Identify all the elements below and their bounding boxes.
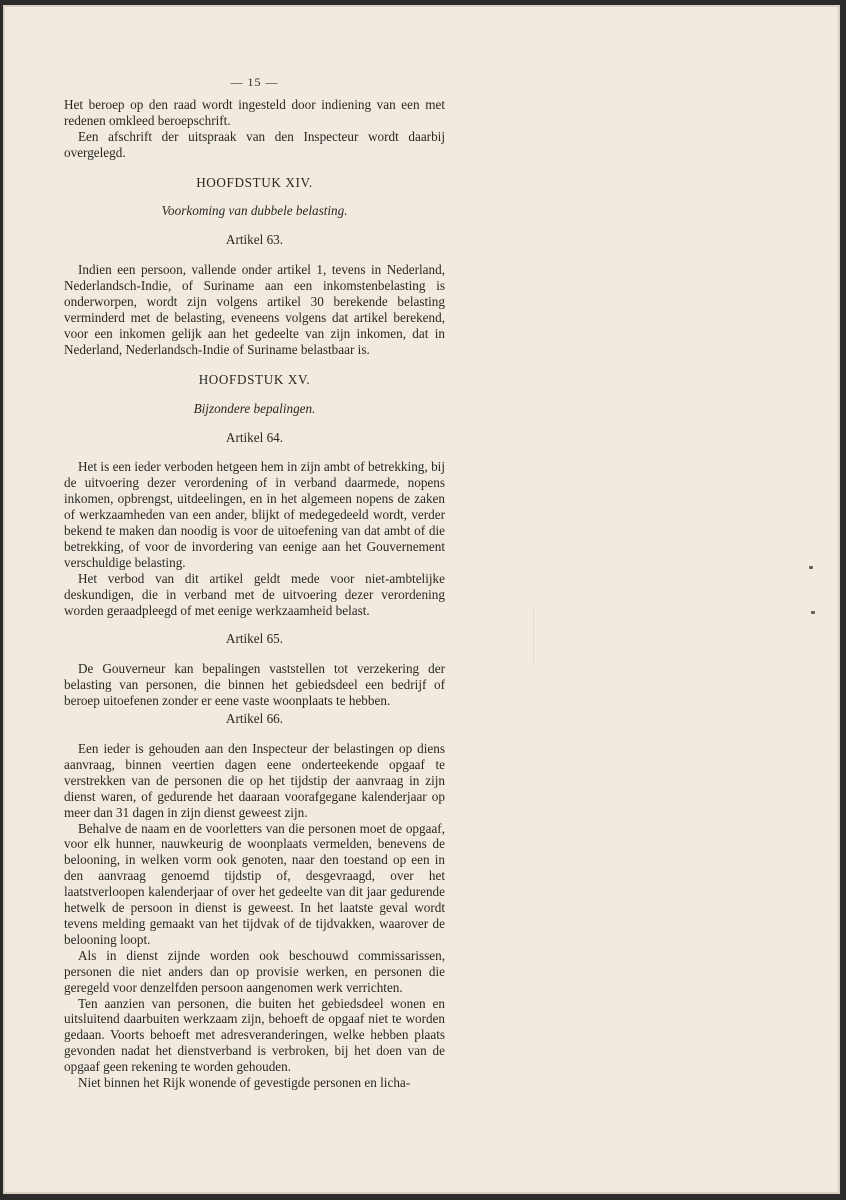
paragraph: Ten aanzien van personen, die buiten het gebiedsdeel wonen en uitsluitend daarbuiten werkzaam zijn, behoeft de opgaaf niet te worden gedaan. Voorts behoeft met adresveranderingen, welke hebben plaats gevonden nadat het dienstverband is verbroken, bij het doen van de opgaaf geen rekening te worden gehouden. xyxy=(64,995,445,1075)
paragraph: Het verbod van dit artikel geldt mede voor niet-ambtelijke deskundigen, die in verband met de uitvoering dezer verordening worden geraadpleegd of met eenige werkzaamheid belast. xyxy=(64,570,445,618)
page-number: — 15 — xyxy=(230,75,279,89)
paragraph: De Gouverneur kan bepalingen vaststellen tot verzekering der belasting van personen, die binnen het gebiedsdeel een bedrijf of beroep uitoefenen zonder er eene vaste woonplaats te hebben. xyxy=(64,661,445,709)
paragraph: Een afschrift der uitspraak van den Inspecteur wordt daarbij overgelegd. xyxy=(64,128,445,160)
page-crease xyxy=(533,605,534,665)
article-heading: Artikel 65. xyxy=(225,631,284,647)
paragraph: Indien een persoon, vallende onder artikel 1, tevens in Nederland, Nederlandsch-Indie, of Suriname aan een inkomstenbelasting is onderworpen, wordt zijn volgens artikel 30 berekende belasting verminderd met de belasting, eveneens volgens dat artikel berekend, voor een inkomen gelijk aan het gedeelte van zijn inkomen, dat in Nederland, Nederlandsch-Indie of Suriname belastbaar is. xyxy=(64,262,445,357)
paragraph: Het is een ieder verboden hetgeen hem in zijn ambt of betrekking, bij de uitvoering dezer verordening of in verband daarmede, nopens inkomen, opbrengst, uitdeelingen, en in het algemeen nopens de zaken of werkzaamheden van een ander, blijkt of medegedeeld wordt, verder bekend te maken dan noodig is voor de uitoefening van dat ambt of die betrekking, of voor de invordering van eenige aan het Gouvernement verschuldige belasting. xyxy=(64,459,445,570)
page-content xyxy=(64,75,445,1091)
scanned-page xyxy=(3,5,840,1194)
paragraph: Niet binnen het Rijk wonende of gevestigde personen en licha- xyxy=(78,1075,411,1091)
article-heading: Artikel 66. xyxy=(225,711,284,727)
paragraph: Behalve de naam en de voorletters van die personen moet de opgaaf, voor elk hunner, nauwkeurig de woonplaats vermelden, benevens de belooning, in welken vorm ook genoten, naar den toestand op een in den aanvraag genoemd tijdstip of, desgevraagd, over het laatstverloopen kalenderjaar of over het gedeelte van dit jaar gedurende hetwelk de persoon in dienst is geweest. In het laatste geval wordt tevens melding gemaakt van het tijdvak of de tijdvakken, waarover de belooning loopt. xyxy=(64,820,445,947)
chapter-subtitle: Bijzondere bepalingen. xyxy=(193,400,316,416)
scan-speck xyxy=(811,611,815,614)
paragraph: Als in dienst zijnde worden ook beschouwd commissarissen, personen die niet anders dan op provisie werken, en personen die geregeld voor denzelfden persoon aangenomen werk verrichten. xyxy=(64,947,445,995)
chapter-subtitle: Voorkoming van dubbele belasting. xyxy=(161,203,348,219)
paragraph: Een ieder is gehouden aan den Inspecteur der belastingen op diens aanvraag, binnen veertien dagen eene onderteekende opgaaf te verstrekken van de personen die op het tijdstip der aanvraag in zijn dienst waren, of gedurende het daaraan voorafgegane kalenderjaar op meer dan 31 dagen in zijn dienst geweest zijn. xyxy=(64,741,445,820)
chapter-heading: HOOFDSTUK XIV. xyxy=(196,174,313,190)
article-heading: Artikel 63. xyxy=(225,232,284,248)
article-heading: Artikel 64. xyxy=(225,429,284,445)
scan-speck xyxy=(809,566,813,569)
chapter-heading: HOOFDSTUK XV. xyxy=(198,371,311,387)
paragraph: Het beroep op den raad wordt ingesteld door indiening van een met redenen omkleed beroepschrift. xyxy=(64,96,445,128)
